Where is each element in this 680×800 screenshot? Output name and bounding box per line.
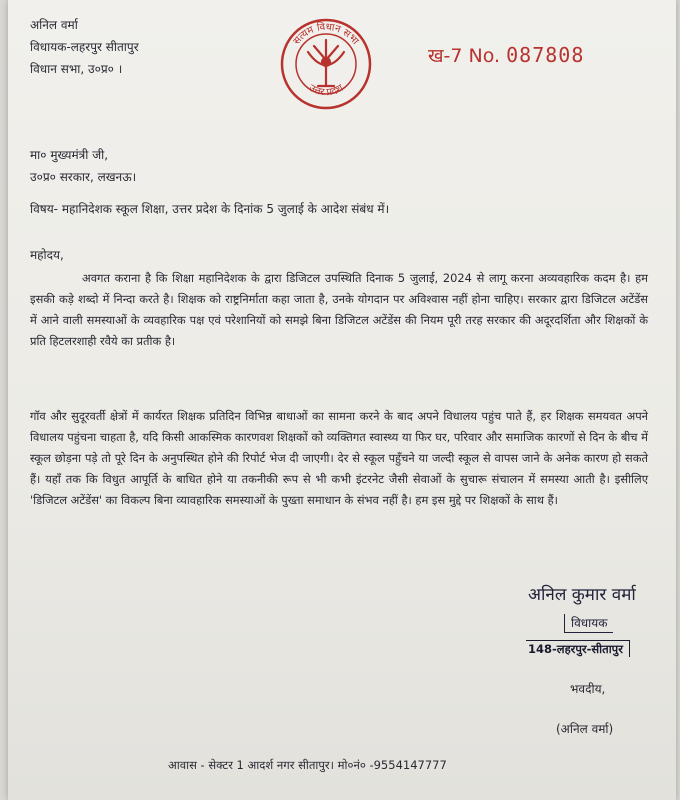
body-paragraph-2: गॉव और सुदूरवर्ती क्षेत्रों में कार्यरत शिक्षक प्रतिदिन विभिन्न बाधाओं का सामना करने के बाद अपने विधालय पहुंच पाते हैं, हर शिक्षक समयवत अपने विधालय पहुंचना चाहता है, यदि किसी आकस्मिक कारणवश शिक्षकों को व्यक्तिगत स्वास्थ्य या फिर घर, परिवार और समाजिक कारणों से दिन के बीच में स्कूल छोड़ना पड़े तो पूरे दिन के अनुपस्थित होने की रिपोर्ट भेज दी जाएगी। देर से स्कूल पहुँचने या जल्दी स्कूल से वापस जाने के अनेक कारण हो सकते हैं। यहाँ तक कि विधुत आपूर्ति के बाधित होने या तकनीकी रूप से भी कभी इंटरनेट जैसी सेवाओं के सुचारू संचालन में समस्या आती है। इसीलिए 'डिजिटल अटेंडेंस' का विकल्प बिना व्यावहारिक समस्याओं के पुख्ता समाधान के संभव नहीं है। हम इस मुद्दे पर शिक्षकों के साथ हैं।	[30, 409, 648, 507]
subject-line: विषय- महानिदेशक स्कूल शिक्षा, उत्तर प्रदेश के दिनांक 5 जुलाई के आदेश संबंध में।	[30, 202, 390, 216]
sender-block	[30, 14, 139, 80]
serial-number	[428, 42, 584, 68]
sender-name: अनिल वर्मा	[30, 18, 78, 32]
addressee-line-1: मा० मुख्यमंत्री जी,	[30, 148, 109, 162]
seal-bottom-text: उत्तर प्रदेश	[306, 82, 346, 99]
sender-house: विधान सभा, उ०प्र० ।	[30, 62, 123, 76]
closing-text: भवदीय,	[570, 682, 606, 696]
sender-designation: विधायक-लहरपुर सीतापुर	[30, 40, 139, 54]
closing-name: (अनिल वर्मा)	[556, 722, 614, 736]
seal-top-text: सत्यम विधान सभा	[291, 21, 361, 47]
assembly-seal-icon	[278, 16, 374, 112]
body-paragraph-1: अवगत कराना है कि शिक्षा महानिदेशक के द्वारा डिजिटल उपस्थिति दिनाक 5 जुलाई, 2024 से लागू करना अव्यवहारिक कदम है। हम इसकी कड़े शब्दो में निन्दा करते है। शिक्षक को राष्ट्रनिर्माता कहा जाता है, उनके योगदान पर अविश्वास नहीं होना चाहिए। सरकार द्वारा डिजिटल अटेंडेंस में आने वाली समस्याओं के व्यवहारिक पक्ष एवं परेशानियों को समझे बिना डिजिटल अटेंडेंस की नियम पूरी तरह सरकार की अदूरदर्शिता और शिक्षकों के प्रति हिटलरशाही रवैये का प्रतीक है।	[30, 271, 648, 348]
letter-page	[8, 0, 676, 800]
signature-constituency: 148-लहरपुर-सीतापुर	[526, 640, 630, 657]
salutation: महोदय,	[30, 248, 64, 262]
addressee-line-2: उ०प्र० सरकार, लखनऊ।	[30, 170, 137, 184]
addressee-block	[30, 144, 136, 188]
serial-value: 087808	[506, 43, 585, 67]
signature-name: अनिल कुमार वर्मा	[528, 585, 636, 605]
serial-prefix: ख-7 No.	[428, 45, 501, 67]
footer-address: आवास - सेक्टर 1 आदर्श नगर सीतापुर। मो०नं० -9554147777	[168, 758, 447, 772]
signature-title: विधायक	[564, 614, 613, 633]
